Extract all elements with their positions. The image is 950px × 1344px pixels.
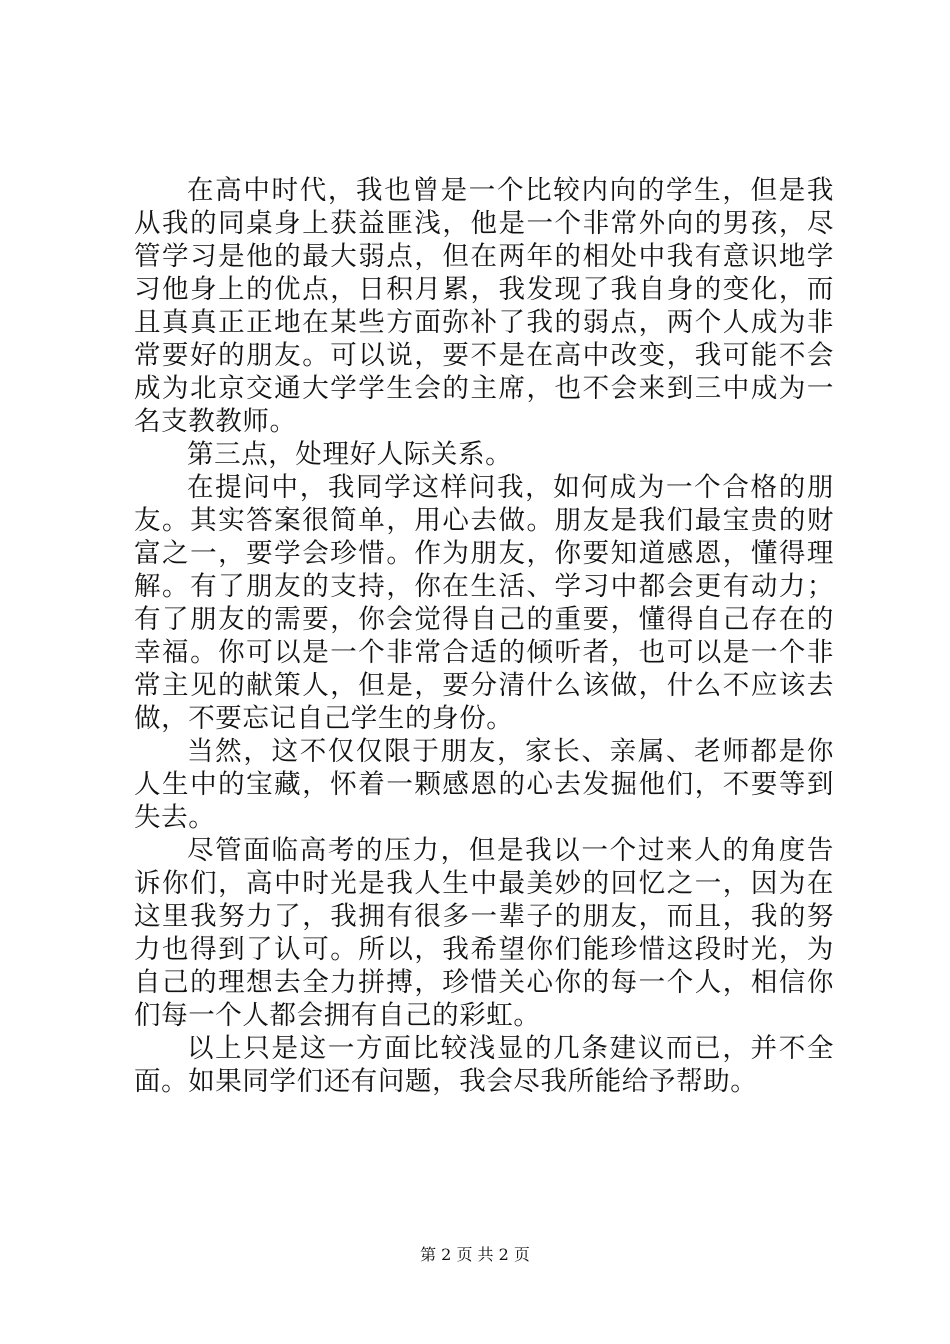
paragraph-high-school-memories: 尽管面临高考的压力，但是我以一个过来人的角度告诉你们，高中时光是我人生中最美妙的回忆之一，因为在这里我努力了，我拥有很多一辈子的朋友，而且，我的努力也得到了认可。所以，我希望你们能珍惜这段时光，为自己的理想去全力拼搏，珍惜关心你的每一个人，相信你们每一个人都会拥有自己的彩虹。 <box>134 835 834 1031</box>
document-body <box>134 174 834 1098</box>
paragraph-point-three-heading: 第三点，处理好人际关系。 <box>187 439 513 470</box>
paragraph-being-a-friend: 在提问中，我同学这样问我，如何成为一个合格的朋友。其实答案很简单，用心去做。朋友是我们最宝贵的财富之一，要学会珍惜。作为朋友，你要知道感恩，懂得理解。有了朋友的支持，你在生活、学习中都会更有动力；有了朋友的需要，你会觉得自己的重要，懂得自己存在的幸福。你可以是一个非常合适的倾听者，也可以是一个非常主见的献策人，但是，要分清什么该做，什么不应该去做，不要忘记自己学生的身份。 <box>134 472 834 734</box>
paragraph-friend-influence: 在高中时代，我也曾是一个比较内向的学生，但是我从我的同桌身上获益匪浅，他是一个非常外向的男孩，尽管学习是他的最大弱点，但在两年的相处中我有意识地学习他身上的优点，日积月累，我发现了我自身的变化，而且真真正正地在某些方面弥补了我的弱点，两个人成为非常要好的朋友。可以说，要不是在高中改变，我可能不会成为北京交通大学学生会的主席，也不会来到三中成为一名支教教师。 <box>134 175 834 437</box>
paragraph-family-and-teachers: 当然，这不仅仅限于朋友，家长、亲属、老师都是你人生中的宝藏，怀着一颗感恩的心去发掘他们，不要等到失去。 <box>134 736 834 833</box>
paragraph-closing: 以上只是这一方面比较浅显的几条建议而已，并不全面。如果同学们还有问题，我会尽我所能给予帮助。 <box>134 1033 834 1097</box>
page-number-footer: 第 2 页 共 2 页 <box>420 1245 530 1264</box>
